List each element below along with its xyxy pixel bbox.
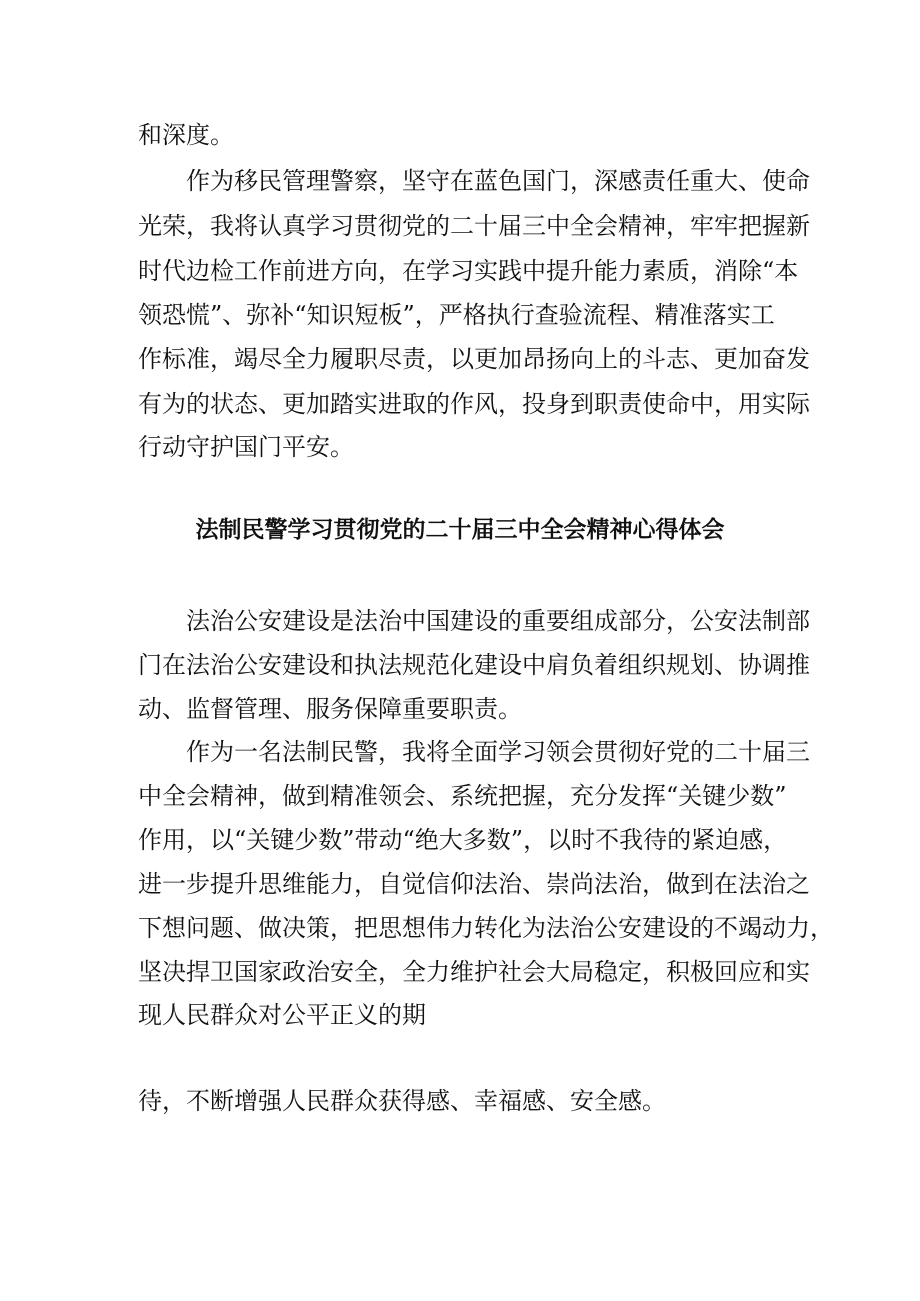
text-line: 门在法治公安建设和执法规范化建设中肩负着组织规划、协调推 — [138, 651, 810, 679]
text-line: 坚决捍卫国家政治安全，全力维护社会大局稳定，积极回应和实 — [138, 958, 810, 986]
text-line: 有为的状态、更加踏实进取的作风，投身到职责使命中，用实际 — [138, 390, 810, 418]
text-line: 现人民群众对公平正义的期 — [138, 1001, 426, 1029]
text-line: 作为移民管理警察，坚守在蓝色国门，深感责任重大、使命 — [186, 167, 810, 195]
section-title: 法制民警学习贯彻党的二十届三中全会精神心得体会 — [195, 517, 725, 543]
text-line: 中全会精神，做到精准领会、系统把握，充分发挥“关键少数” — [138, 782, 787, 810]
text-line: 动、监督管理、服务保障重要职责。 — [138, 695, 522, 723]
text-line: 法治公安建设是法治中国建设的重要组成部分，公安法制部 — [186, 607, 810, 635]
text-line: 进一步提升思维能力，自觉信仰法治、崇尚法治，做到在法治之 — [138, 870, 810, 898]
text-line: 光荣，我将认真学习贯彻党的二十届三中全会精神，牢牢把握新 — [138, 212, 810, 240]
text-line: 领恐慌”、弥补“知识短板”，严格执行查验流程、精准落实工 — [138, 301, 775, 329]
text-line: 行动守护国门平安。 — [138, 433, 354, 461]
text-line: 作标准，竭尽全力履职尽责，以更加昂扬向上的斗志、更加奋发 — [138, 345, 810, 373]
text-line: 待，不断增强人民群众获得感、幸福感、安全感。 — [138, 1087, 666, 1115]
text-line: 作用，以“关键少数”带动“绝大多数”，以时不我待的紧迫感， — [138, 826, 788, 854]
text-line: 作为一名法制民警，我将全面学习领会贯彻好党的二十届三 — [186, 738, 810, 766]
text-line: 下想问题、做决策，把思想伟力转化为法治公安建设的不竭动力， — [138, 914, 834, 942]
text-line: 时代边检工作前进方向，在学习实践中提升能力素质，消除“本 — [138, 257, 799, 285]
text-line: 和深度。 — [138, 121, 234, 149]
